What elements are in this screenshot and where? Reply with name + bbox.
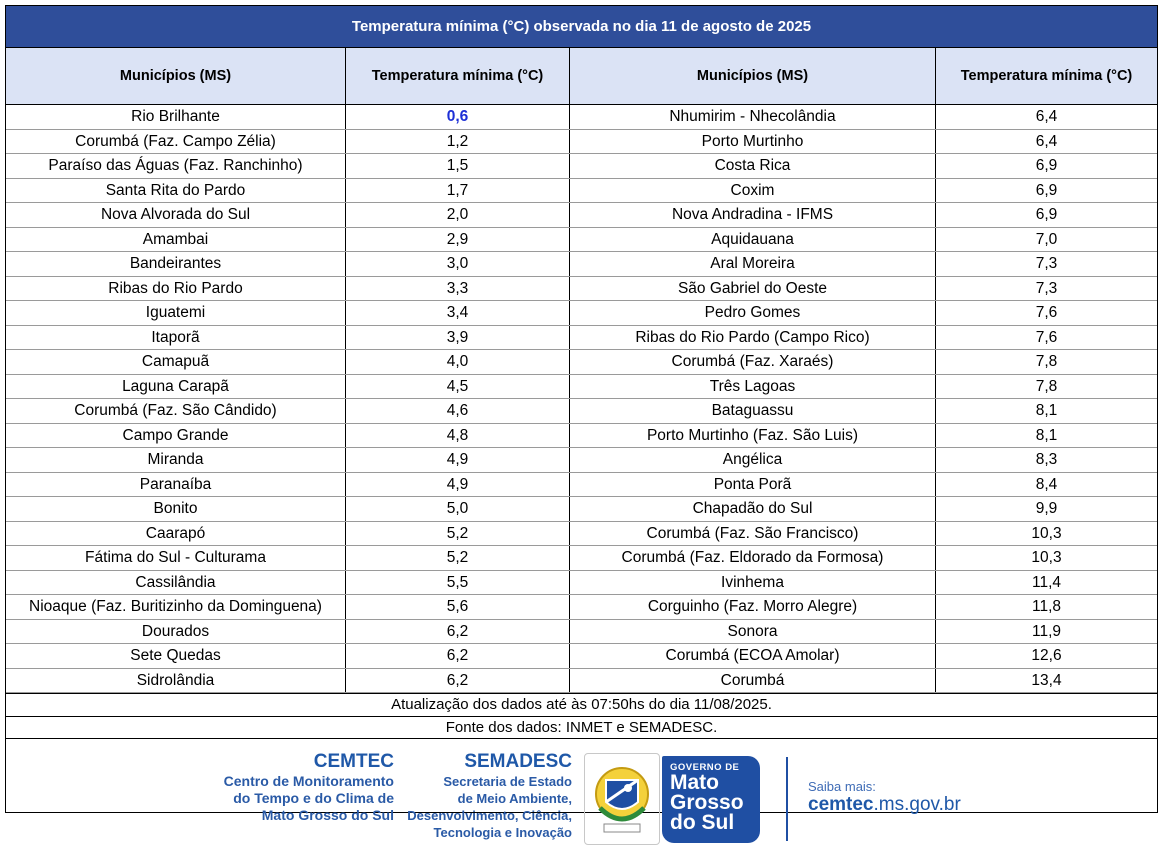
municipio-right: Nhumirim - Nhecolândia <box>570 105 936 130</box>
municipio-right: Porto Murtinho <box>570 129 936 154</box>
table-row <box>6 325 1157 350</box>
municipio-left: Cassilândia <box>6 570 346 595</box>
temperatura-right: 6,4 <box>936 129 1158 154</box>
table-row <box>6 423 1157 448</box>
municipio-right: Corumbá (ECOA Amolar) <box>570 644 936 669</box>
municipio-left: Paranaíba <box>6 472 346 497</box>
municipio-left: Amambai <box>6 227 346 252</box>
temperatura-left: 2,0 <box>346 203 570 228</box>
municipio-right: Corumbá <box>570 668 936 693</box>
header-municipios-right: Municípios (MS) <box>570 48 936 105</box>
municipio-right: São Gabriel do Oeste <box>570 276 936 301</box>
municipio-left: Laguna Carapã <box>6 374 346 399</box>
temperatura-right: 7,6 <box>936 301 1158 326</box>
temperatura-right: 7,3 <box>936 252 1158 277</box>
gov-line: GOVERNO DE <box>670 762 740 773</box>
website-link[interactable] <box>808 794 961 816</box>
source-note: Fonte dos dados: INMET e SEMADESC. <box>6 717 1157 740</box>
temperatura-right: 10,3 <box>936 521 1158 546</box>
temperatura-right: 12,6 <box>936 644 1158 669</box>
table-row <box>6 497 1157 522</box>
table-row <box>6 203 1157 228</box>
divider <box>786 757 788 841</box>
temperatura-right: 6,4 <box>936 105 1158 130</box>
table-row <box>6 154 1157 179</box>
municipio-left: Rio Brilhante <box>6 105 346 130</box>
municipio-left: Sete Quedas <box>6 644 346 669</box>
municipio-right: Nova Andradina - IFMS <box>570 203 936 228</box>
table-row <box>6 129 1157 154</box>
temperature-table <box>6 48 1157 693</box>
website-bold: cemtec <box>808 794 874 815</box>
table-row <box>6 619 1157 644</box>
table-row <box>6 227 1157 252</box>
municipio-right: Chapadão do Sul <box>570 497 936 522</box>
municipio-left: Bonito <box>6 497 346 522</box>
table-row <box>6 105 1157 130</box>
temperatura-left: 1,7 <box>346 178 570 203</box>
temperatura-right: 8,3 <box>936 448 1158 473</box>
municipio-right: Sonora <box>570 619 936 644</box>
municipio-right: Aral Moreira <box>570 252 936 277</box>
temperatura-left: 4,5 <box>346 374 570 399</box>
temperatura-left: 5,5 <box>346 570 570 595</box>
municipio-right: Corumbá (Faz. São Francisco) <box>570 521 936 546</box>
temperatura-left: 1,2 <box>346 129 570 154</box>
table-header-row <box>6 48 1157 105</box>
municipio-left: Corumbá (Faz. São Cândido) <box>6 399 346 424</box>
municipio-right: Corguinho (Faz. Morro Alegre) <box>570 595 936 620</box>
temperatura-right: 8,1 <box>936 423 1158 448</box>
municipio-left: Corumbá (Faz. Campo Zélia) <box>6 129 346 154</box>
table-row <box>6 546 1157 571</box>
table-row <box>6 472 1157 497</box>
temperatura-left: 1,5 <box>346 154 570 179</box>
temperatura-left: 4,9 <box>346 472 570 497</box>
gov-line: do Sul <box>670 811 735 834</box>
cemtec-line: Centro de Monitoramento <box>223 773 394 789</box>
municipio-left: Nioaque (Faz. Buritizinho da Dominguena) <box>6 595 346 620</box>
municipio-right: Pedro Gomes <box>570 301 936 326</box>
temperatura-right: 7,8 <box>936 350 1158 375</box>
municipio-left: Nova Alvorada do Sul <box>6 203 346 228</box>
municipio-left: Camapuã <box>6 350 346 375</box>
temperatura-right: 7,0 <box>936 227 1158 252</box>
coat-of-arms-icon <box>584 753 660 845</box>
temperatura-left: 5,2 <box>346 521 570 546</box>
temperatura-left: 5,0 <box>346 497 570 522</box>
table-row <box>6 301 1157 326</box>
municipio-left: Ribas do Rio Pardo <box>6 276 346 301</box>
table-row <box>6 399 1157 424</box>
semadesc-name: SEMADESC <box>464 751 572 772</box>
temperatura-right: 8,1 <box>936 399 1158 424</box>
temperatura-left: 4,8 <box>346 423 570 448</box>
semadesc-line: Desenvolvimento, Ciência, <box>407 808 572 823</box>
temperatura-left: 5,2 <box>346 546 570 571</box>
municipio-left: Bandeirantes <box>6 252 346 277</box>
municipio-left: Itaporã <box>6 325 346 350</box>
table-row <box>6 178 1157 203</box>
website-info <box>808 779 961 816</box>
temperatura-right: 11,8 <box>936 595 1158 620</box>
municipio-left: Paraíso das Águas (Faz. Ranchinho) <box>6 154 346 179</box>
municipio-right: Corumbá (Faz. Xaraés) <box>570 350 936 375</box>
table-row <box>6 350 1157 375</box>
temperatura-left: 5,6 <box>346 595 570 620</box>
temperatura-left: 6,2 <box>346 668 570 693</box>
table-row <box>6 252 1157 277</box>
table-row <box>6 570 1157 595</box>
semadesc-line: de Meio Ambiente, <box>457 791 572 806</box>
cemtec-line: do Tempo e do Clima de <box>233 790 394 806</box>
temperatura-right: 11,9 <box>936 619 1158 644</box>
table-row <box>6 595 1157 620</box>
cemtec-name: CEMTEC <box>313 751 394 772</box>
header-municipios-left: Municípios (MS) <box>6 48 346 105</box>
table-body <box>6 105 1157 693</box>
table-row <box>6 374 1157 399</box>
table-row <box>6 521 1157 546</box>
update-note: Atualização dos dados até às 07:50hs do dia 11/08/2025. <box>6 693 1157 717</box>
table-row <box>6 668 1157 693</box>
semadesc-logo <box>6 751 572 841</box>
cemtec-line: Mato Grosso do Sul <box>261 807 394 823</box>
municipio-right: Bataguassu <box>570 399 936 424</box>
temperatura-right: 13,4 <box>936 668 1158 693</box>
temperatura-right: 6,9 <box>936 154 1158 179</box>
saiba-label: Saiba mais: <box>808 779 876 794</box>
temperatura-right: 7,8 <box>936 374 1158 399</box>
municipio-right: Angélica <box>570 448 936 473</box>
temperatura-left: 4,6 <box>346 399 570 424</box>
municipio-left: Campo Grande <box>6 423 346 448</box>
municipio-right: Porto Murtinho (Faz. São Luis) <box>570 423 936 448</box>
temperatura-right: 7,6 <box>936 325 1158 350</box>
semadesc-line: Tecnologia e Inovação <box>433 825 572 840</box>
report-title: Temperatura mínima (°C) observada no dia 11 de agosto de 2025 <box>6 6 1157 48</box>
temperatura-right: 11,4 <box>936 570 1158 595</box>
temperature-report <box>5 5 1158 840</box>
municipio-left: Caarapó <box>6 521 346 546</box>
header-temperatura-left: Temperatura mínima (°C) <box>346 48 570 105</box>
municipio-left: Santa Rita do Pardo <box>6 178 346 203</box>
temperatura-right: 8,4 <box>936 472 1158 497</box>
municipio-right: Ponta Porã <box>570 472 936 497</box>
temperatura-right: 6,9 <box>936 203 1158 228</box>
governo-ms-logo <box>662 756 760 843</box>
municipio-right: Aquidauana <box>570 227 936 252</box>
website-rest: .ms.gov.br <box>873 794 961 815</box>
gov-line: Mato <box>670 771 719 794</box>
temperatura-left: 3,0 <box>346 252 570 277</box>
temperatura-left: 2,9 <box>346 227 570 252</box>
municipio-right: Corumbá (Faz. Eldorado da Formosa) <box>570 546 936 571</box>
temperatura-left: 3,9 <box>346 325 570 350</box>
footer-logos <box>6 739 1157 857</box>
municipio-right: Costa Rica <box>570 154 936 179</box>
temperatura-left: 3,4 <box>346 301 570 326</box>
table-row <box>6 448 1157 473</box>
municipio-right: Três Lagoas <box>570 374 936 399</box>
table-row <box>6 644 1157 669</box>
temperatura-right: 7,3 <box>936 276 1158 301</box>
municipio-right: Ivinhema <box>570 570 936 595</box>
temperatura-left: 3,3 <box>346 276 570 301</box>
gov-line: Grosso <box>670 791 744 814</box>
temperatura-left: 0,6 <box>346 105 570 130</box>
temperatura-left: 6,2 <box>346 644 570 669</box>
municipio-left: Miranda <box>6 448 346 473</box>
temperatura-right: 10,3 <box>936 546 1158 571</box>
temperatura-right: 9,9 <box>936 497 1158 522</box>
municipio-left: Fátima do Sul - Culturama <box>6 546 346 571</box>
header-temperatura-right: Temperatura mínima (°C) <box>936 48 1158 105</box>
temperatura-left: 4,9 <box>346 448 570 473</box>
semadesc-line: Secretaria de Estado <box>443 774 572 789</box>
table-row <box>6 276 1157 301</box>
municipio-right: Coxim <box>570 178 936 203</box>
temperatura-right: 6,9 <box>936 178 1158 203</box>
municipio-right: Ribas do Rio Pardo (Campo Rico) <box>570 325 936 350</box>
temperatura-left: 6,2 <box>346 619 570 644</box>
temperatura-left: 4,0 <box>346 350 570 375</box>
municipio-left: Iguatemi <box>6 301 346 326</box>
municipio-left: Sidrolândia <box>6 668 346 693</box>
municipio-left: Dourados <box>6 619 346 644</box>
